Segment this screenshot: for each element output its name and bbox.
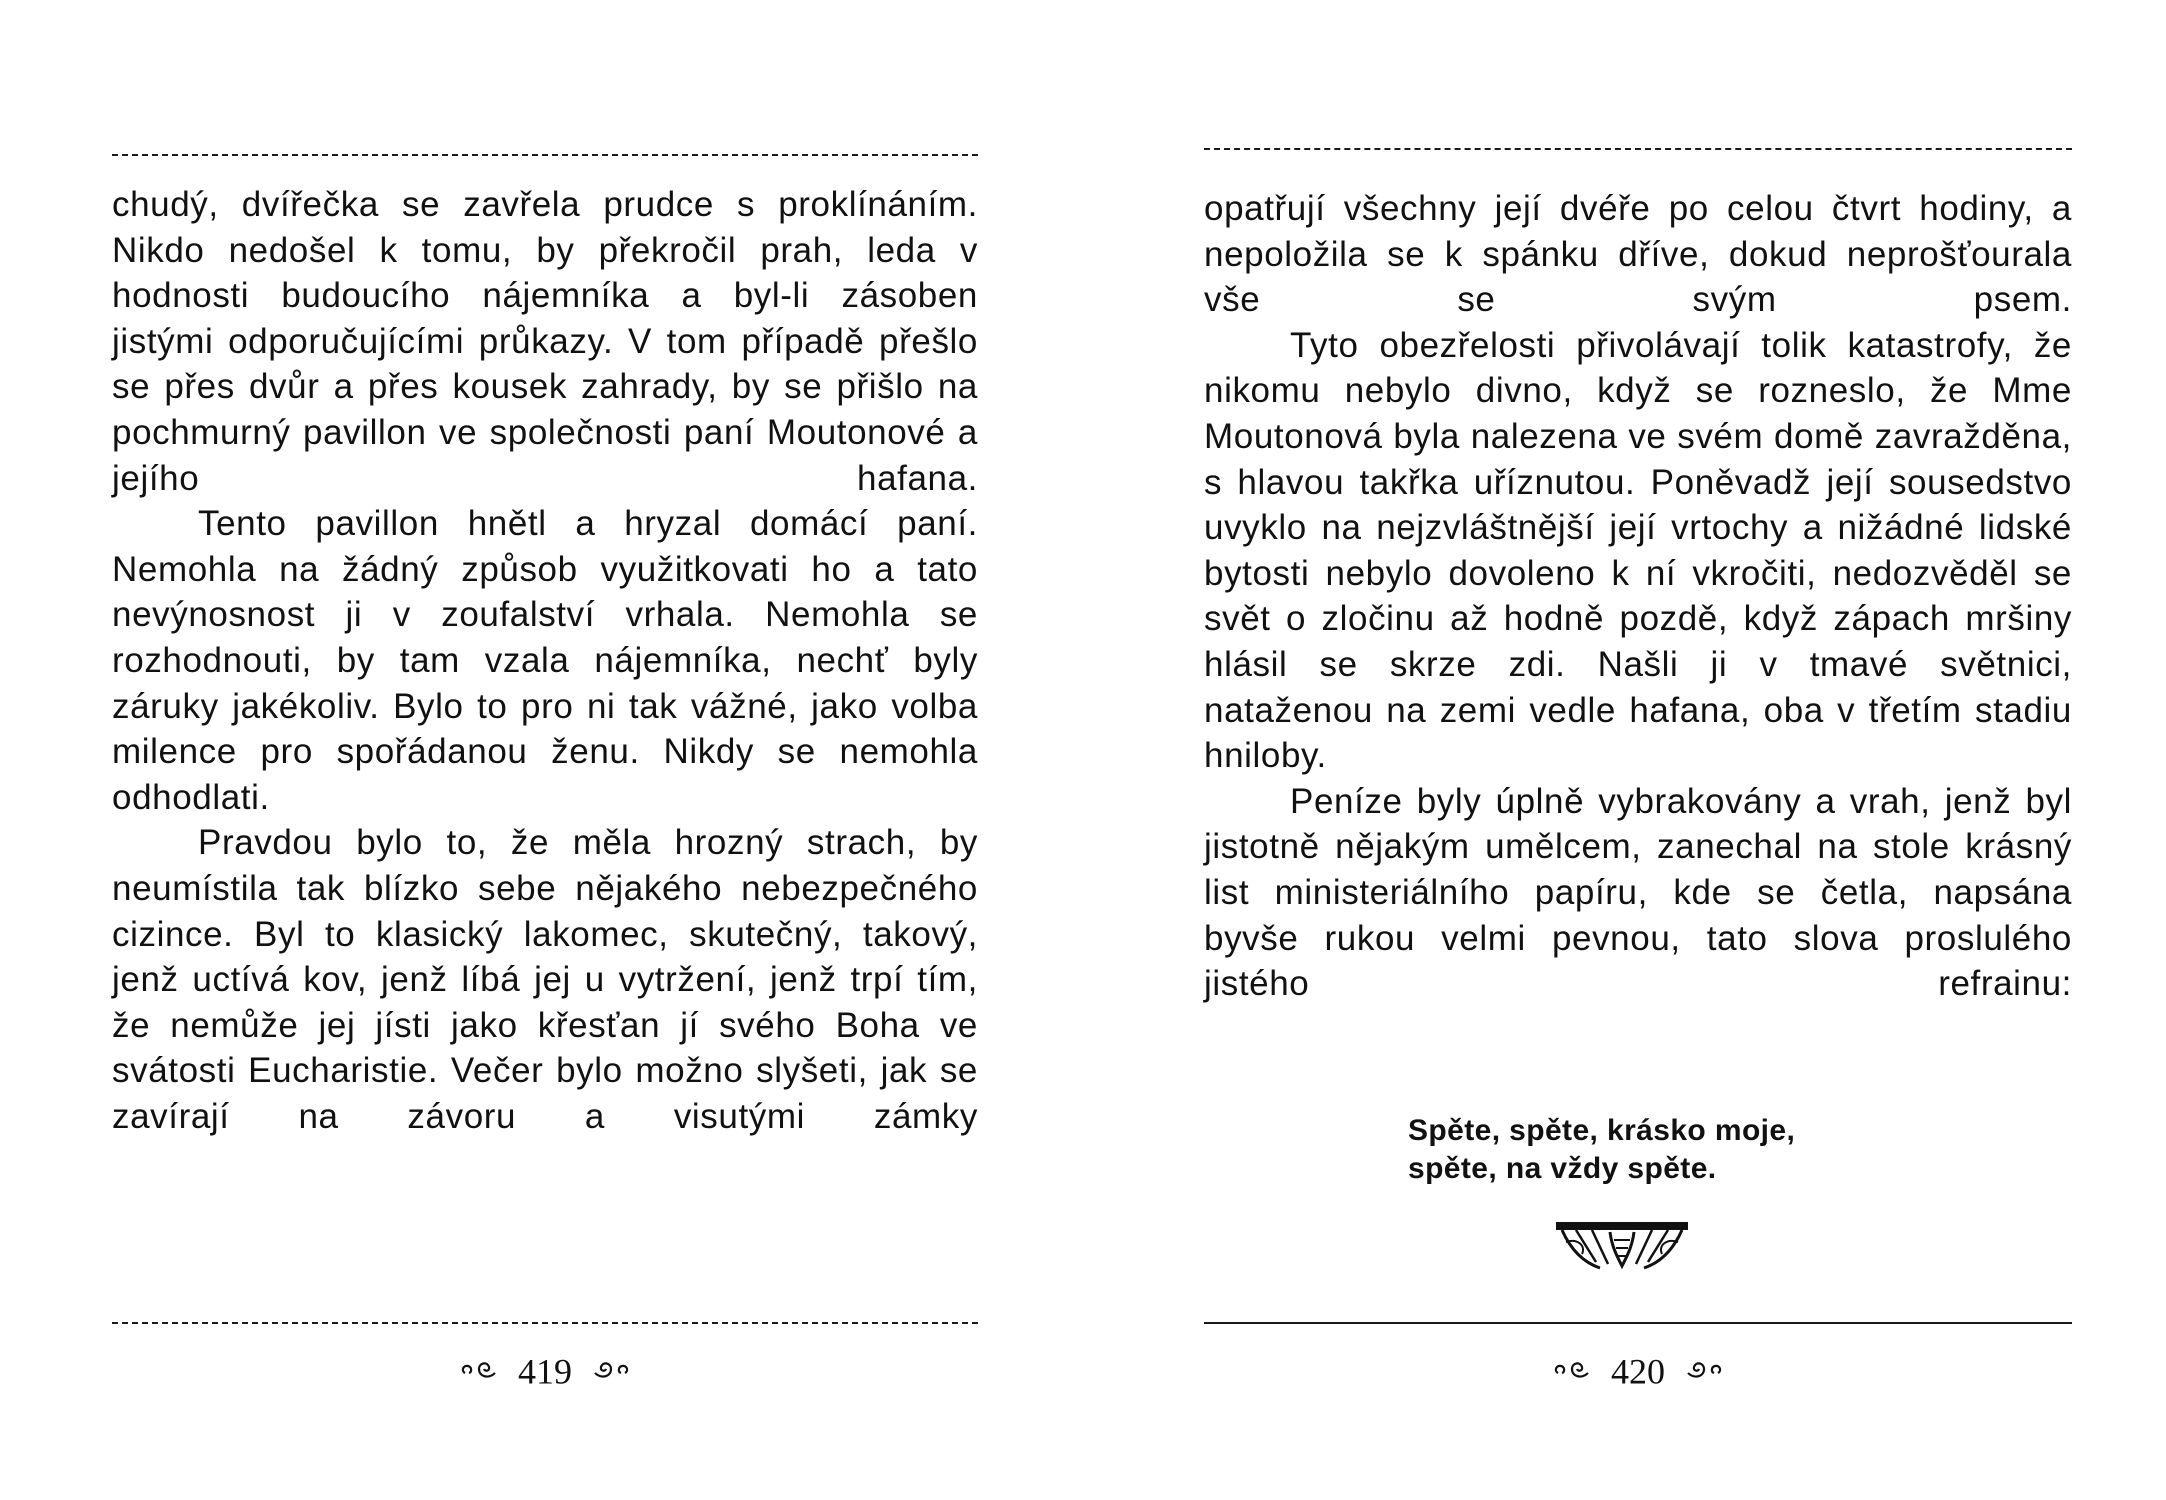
header-rule	[112, 154, 978, 156]
header-rule	[1204, 148, 2072, 150]
left-page	[112, 0, 978, 1500]
page-number-block	[1204, 1346, 2072, 1394]
paragraph: Tyto obezřelosti přivolávají tolik katastrofy, že nikomu nebylo divno, když se rozneslo, že Mme Moutonová byla nalezena ve svém domě zavražděna, s hlavou takřka uříznutou. Poněvadž její sousedstvo uvyklo na nejzvláštnější její vrtochy a nižádné lidské bytosti nebylo dovoleno k ní vkročiti, nedozvěděl se svět o zločinu až hodně pozdě, když zápach mršiny hlásil se skrze zdi. Našli ji v tmavé světnici, nataženou na zemi vedle hafana, oba v třetím stadiu hniloby.	[1204, 325, 2072, 776]
paragraph: chudý, dvířečka se zavřela prudce s proklínáním. Nikdo nedošel k tomu, by překročil prah, leda v hodnosti budoucího nájemníka a byl-li zásoben jistými odporučujícími průkazy. V tom případě přešlo se přes dvůr a přes kousek zahrady, by se přišlo na pochmurný pavillon ve společnosti paní Moutonové a jejího hafana.	[112, 185, 978, 498]
flourish-left-icon	[1552, 1350, 1592, 1394]
page-number-block	[112, 1346, 978, 1394]
page-number: 420	[1611, 1351, 1665, 1392]
verse-line: Spěte, spěte, krásko moje,	[1408, 1114, 1796, 1147]
flourish-right-icon	[1684, 1350, 1724, 1394]
paragraph: opatřují všechny její dvéře po celou čtvrt hodiny, a nepoložila se k spánku dříve, dokud neprošťourala vše se svým psem.	[1204, 189, 2072, 320]
paragraph: Peníze byly úplně vybrakovány a vrah, jenž byl jistotně nějakým umělcem, zanechal na stole krásný list ministeriálního papíru, kde se četla, napsána byvše rukou velmi pevnou, tato slova proslulého jistého refrainu:	[1204, 781, 2072, 1004]
verse-line: spěte, na vždy spěte.	[1408, 1152, 1717, 1185]
body-text	[1204, 186, 2072, 1007]
page-number: 419	[518, 1351, 572, 1392]
floral-tailpiece-icon	[1552, 1218, 1692, 1274]
paragraph: Tento pavillon hnětl a hryzal domácí paní. Nemohla na žádný způsob využitkovati ho a tato nevýnosnost ji v zoufalství vrhala. Nemohla se rozhodnouti, by tam vzala nájemníka, nechť byly záruky jakékoliv. Bylo to pro ni tak vážné, jako volba milence pro spořádanou ženu. Nikdy se nemohla odhodlati.	[112, 504, 978, 817]
right-page	[1204, 0, 2072, 1500]
footer-rule	[112, 1322, 978, 1324]
flourish-left-icon	[459, 1350, 499, 1394]
verse-block	[1408, 1112, 1795, 1188]
body-text	[112, 182, 978, 1139]
footer-rule	[1204, 1322, 2072, 1324]
paragraph: Pravdou bylo to, že měla hrozný strach, by neumístila tak blízko sebe nějakého nebezpečného cizince. Byl to klasický lakomec, skutečný, takový, jenž uctívá kov, jenž líbá jej u vytržení, jenž trpí tím, že nemůže jej jísti jako křesťan jí svého Boha ve svátosti Eucharistie. Večer bylo možno slyšeti, jak se zavírají na závoru a visutými zámky	[112, 823, 978, 1136]
flourish-right-icon	[591, 1350, 631, 1394]
